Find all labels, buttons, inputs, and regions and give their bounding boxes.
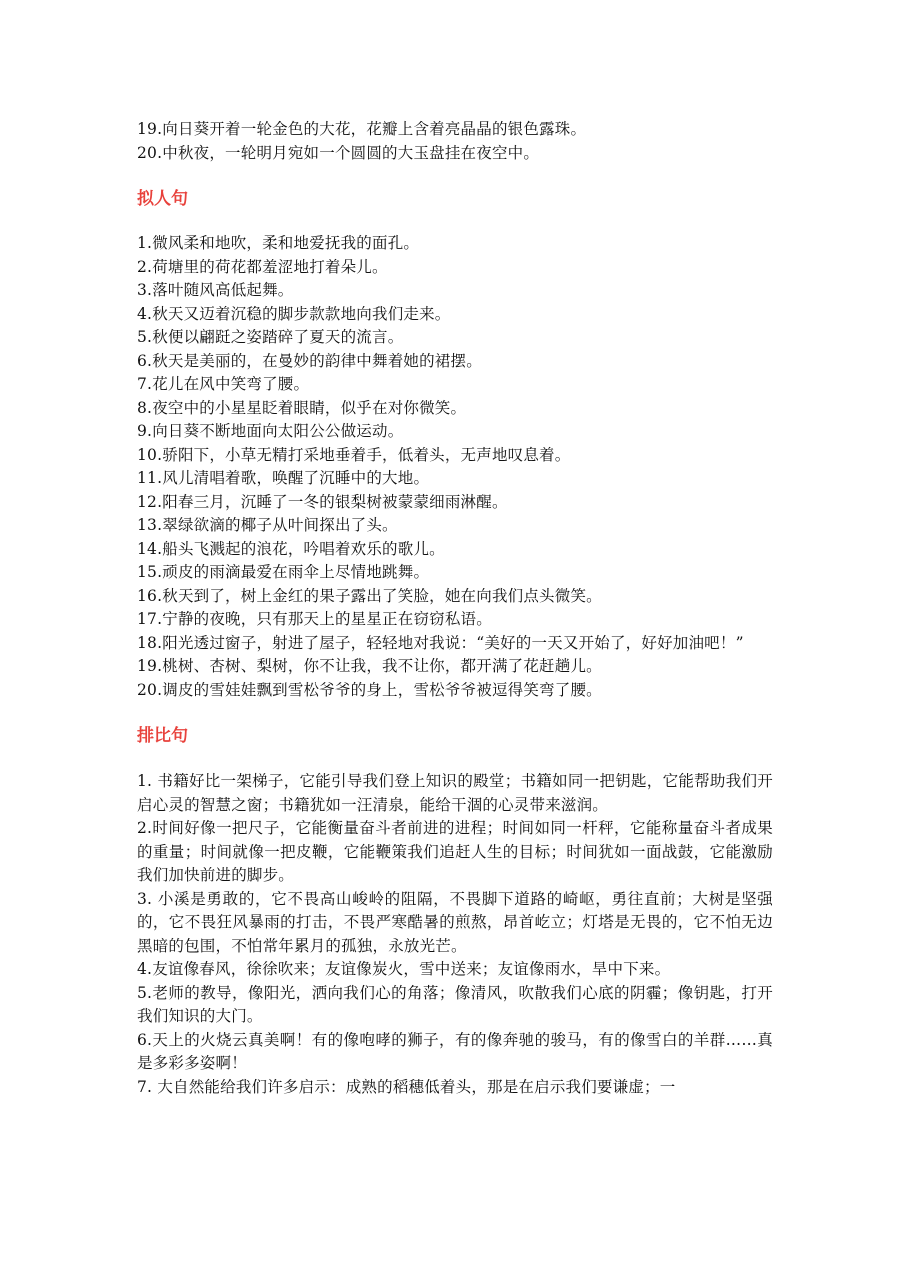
section-heading-personification: 拟人句 (137, 189, 188, 209)
list-item: 1. 书籍好比一架梯子，它能引导我们登上知识的殿堂；书籍如同一把钥匙，它能帮助我们开启心灵的智慧之窗；书籍犹如一汪清泉，能给干涸的心灵带来滋润。 (137, 772, 773, 814)
list-item: 16.秋天到了，树上金红的果子露出了笑脸，她在向我们点头微笑。 (137, 586, 602, 605)
list-item: 5.老师的教导，像阳光，洒向我们心的角落；像清风，吹散我们心底的阴霾；像钥匙，打开我们知识的大门。 (137, 983, 773, 1025)
list-item: 9.向日葵不断地面向太阳公公做运动。 (137, 422, 404, 440)
section-heading-parallelism: 排比句 (137, 726, 188, 746)
list-item: 20.中秋夜，一轮明月宛如一个圆圆的大玉盘挂在夜空中。 (137, 143, 540, 162)
list-item: 17.宁静的夜晚，只有那天上的星星正在窃窃私语。 (137, 610, 492, 628)
list-item: 10.骄阳下，小草无精打采地垂着手，低着头，无声地叹息着。 (137, 445, 571, 464)
list-item: 8.夜空中的小星星眨着眼睛，似乎在对你微笑。 (137, 398, 467, 417)
list-item: 2.荷塘里的荷花都羞涩地打着朵儿。 (137, 257, 388, 276)
parallelism-list (137, 770, 773, 1099)
list-item: 1.微风柔和地吹，柔和地爱抚我的面孔。 (137, 234, 420, 252)
list-item: 4.秋天又迈着沉稳的脚步款款地向我们走来。 (137, 304, 451, 323)
simile-section-tail (137, 118, 773, 165)
list-item: 13.翠绿欲滴的椰子从叶间探出了头。 (137, 516, 398, 534)
list-item: 20.调皮的雪娃娃飘到雪松爷爷的身上，雪松爷爷被逗得笑弯了腰。 (137, 680, 602, 699)
list-item: 12.阳春三月，沉睡了一冬的银梨树被蒙蒙细雨淋醒。 (137, 492, 508, 511)
list-item: 6.天上的火烧云真美啊！有的像咆哮的狮子，有的像奔驰的骏马，有的像雪白的羊群……真是多彩多姿啊！ (137, 1030, 773, 1072)
list-item: 19.桃树、杏树、梨树，你不让我，我不让你，都开满了花赶趟儿。 (137, 657, 602, 675)
list-item: 7. 大自然能给我们许多启示：成熟的稻穗低着头，那是在启示我们要谦虚；一 (137, 1077, 676, 1096)
list-item: 6.秋天是美丽的，在曼妙的韵律中舞着她的裙摆。 (137, 351, 482, 370)
list-item: 18.阳光透过窗子，射进了屋子，轻轻地对我说：“美好的一天又开始了，好好加油吧！” (137, 633, 744, 652)
personification-list (137, 232, 773, 702)
list-item: 5.秋便以翩跹之姿踏碎了夏天的流言。 (137, 328, 404, 346)
list-item: 3. 小溪是勇敢的，它不畏高山峻岭的阻隔，不畏脚下道路的崎岖，勇往直前；大树是坚强的，它不畏狂风暴雨的打击，不畏严寒酷暑的煎熬，昂首屹立；灯塔是无畏的，它不怕无边黑暗的包围，不怕常年累月的孤独，永放光芒。 (137, 889, 773, 955)
list-item: 15.顽皮的雨滴最爱在雨伞上尽情地跳舞。 (137, 563, 430, 581)
list-item: 4.友谊像春风，徐徐吹来；友谊像炭火，雪中送来；友谊像雨水，旱中下来。 (137, 960, 671, 978)
list-item: 11.风儿清唱着歌，唤醒了沉睡中的大地。 (137, 469, 430, 487)
document-page (137, 118, 773, 1099)
list-item: 7.花儿在风中笑弯了腰。 (137, 375, 310, 393)
list-item: 3.落叶随风高低起舞。 (137, 281, 294, 299)
list-item: 19.向日葵开着一轮金色的大花，花瓣上含着亮晶晶的银色露珠。 (137, 120, 587, 138)
list-item: 2.时间好像一把尺子，它能衡量奋斗者前进的进程；时间如同一杆秤，它能称量奋斗者成果的重量；时间就像一把皮鞭，它能鞭策我们追赶人生的目标；时间犹如一面战鼓，它能激励我们加快前进的脚步。 (137, 819, 773, 884)
list-item: 14.船头飞溅起的浪花，吟唱着欢乐的歌儿。 (137, 539, 445, 558)
